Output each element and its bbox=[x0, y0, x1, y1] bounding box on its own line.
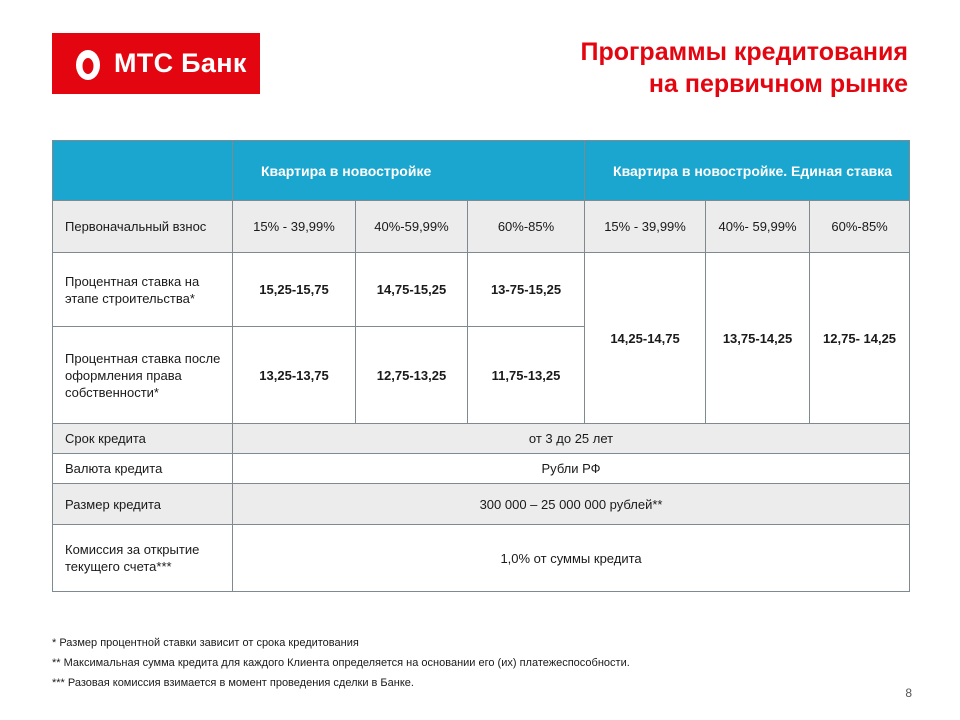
row-label: Процентная ставка после оформления права собственности* bbox=[53, 327, 233, 424]
table-cell: 60%-85% bbox=[468, 201, 585, 253]
header-new-apartment: Квартира в новостройке bbox=[233, 141, 585, 201]
table-row-currency bbox=[53, 454, 910, 484]
header-new-apartment-single-rate: Квартира в новостройке. Единая ставка bbox=[585, 141, 910, 201]
footnote: ** Максимальная сумма кредита для каждого Клиента определяется на основании его (их) платежеспособности. bbox=[52, 657, 630, 669]
mts-bank-logo bbox=[52, 33, 260, 94]
page-number: 8 bbox=[905, 686, 912, 700]
table-cell: 40%- 59,99% bbox=[706, 201, 810, 253]
table-row-amount bbox=[53, 484, 910, 525]
table-cell: Рубли РФ bbox=[233, 454, 910, 484]
footnote: *** Разовая комиссия взимается в момент проведения сделки в Банке. bbox=[52, 677, 414, 689]
table-cell: 60%-85% bbox=[810, 201, 910, 253]
table-cell: 1,0% от суммы кредита bbox=[233, 525, 910, 592]
single-rate-cell: 13,75-14,25 bbox=[706, 253, 810, 424]
single-rate-cell: 14,25-14,75 bbox=[585, 253, 706, 424]
footnotes bbox=[52, 633, 630, 693]
table-cell: 13,25-13,75 bbox=[233, 327, 356, 424]
table-cell: от 3 до 25 лет bbox=[233, 424, 910, 454]
page-title bbox=[581, 36, 909, 100]
table-row-rate-construction bbox=[53, 253, 910, 327]
credit-programs-table bbox=[52, 140, 910, 592]
egg-logo-icon bbox=[74, 46, 102, 82]
row-label: Комиссия за открытие текущего счета*** bbox=[53, 525, 233, 592]
row-label: Процентная ставка на этапе строительства* bbox=[53, 253, 233, 327]
table-cell: 15% - 39,99% bbox=[585, 201, 706, 253]
title-line-1: Программы кредитования bbox=[580, 38, 908, 66]
table-cell: 13-75-15,25 bbox=[468, 253, 585, 327]
table-row-down-payment bbox=[53, 201, 910, 253]
row-label: Валюта кредита bbox=[53, 454, 233, 484]
table-cell: 12,75-13,25 bbox=[356, 327, 468, 424]
footnote: * Размер процентной ставки зависит от срока кредитования bbox=[52, 637, 359, 649]
row-label: Первоначальный взнос bbox=[53, 201, 233, 253]
table-cell: 11,75-13,25 bbox=[468, 327, 585, 424]
table-row-term bbox=[53, 424, 910, 454]
title-line-2: на первичном рынке bbox=[648, 70, 908, 98]
table-cell: 300 000 – 25 000 000 рублей** bbox=[233, 484, 910, 525]
table-cell: 15,25-15,75 bbox=[233, 253, 356, 327]
logo-text: МТС Банк bbox=[114, 48, 247, 78]
row-label: Размер кредита bbox=[53, 484, 233, 525]
single-rate-cell: 12,75- 14,25 bbox=[810, 253, 910, 424]
table-row-commission bbox=[53, 525, 910, 592]
table-cell: 15% - 39,99% bbox=[233, 201, 356, 253]
table-header-row bbox=[53, 141, 910, 201]
table-cell: 40%-59,99% bbox=[356, 201, 468, 253]
header-empty-cell bbox=[53, 141, 233, 201]
table-cell: 14,75-15,25 bbox=[356, 253, 468, 327]
row-label: Срок кредита bbox=[53, 424, 233, 454]
